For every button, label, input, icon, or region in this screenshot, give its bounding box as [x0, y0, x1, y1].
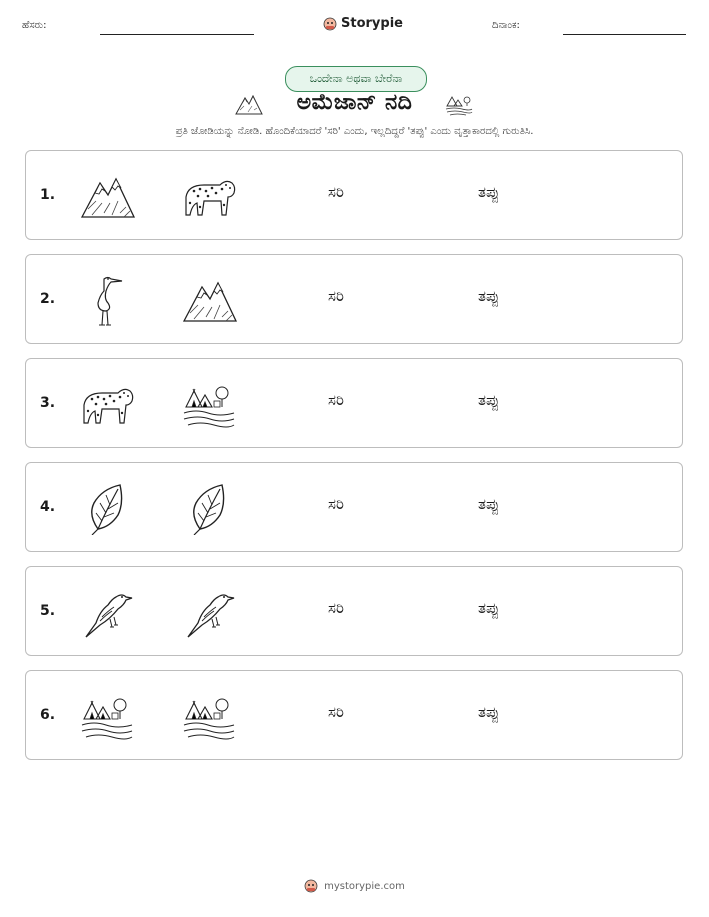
option-false[interactable]: ತಪ್ಪು — [478, 703, 500, 721]
bird-icon — [78, 585, 136, 639]
bird-icon — [180, 585, 238, 639]
date-label: ದಿನಾಂಕ: — [492, 20, 520, 31]
brand-logo — [323, 16, 403, 31]
question-row — [25, 150, 683, 240]
option-true[interactable]: ಸರಿ — [328, 391, 344, 409]
question-number: 6. — [40, 707, 56, 723]
question-number: 3. — [40, 395, 56, 411]
leaf-icon — [78, 481, 136, 535]
option-false[interactable]: ತಪ್ಪು — [478, 183, 500, 201]
jaguar-icon — [180, 169, 238, 223]
name-label: ಹೆಸರು: — [22, 20, 47, 31]
question-number: 1. — [40, 187, 56, 203]
header — [0, 16, 709, 40]
title-row — [0, 90, 709, 122]
question-row — [25, 254, 683, 344]
option-true[interactable]: ಸರಿ — [328, 287, 344, 305]
question-row — [25, 358, 683, 448]
page-title: ಅಮೆಜಾನ್ ನದಿ — [296, 90, 413, 115]
option-false[interactable]: ತಪ್ಪು — [478, 599, 500, 617]
question-number: 4. — [40, 499, 56, 515]
storypie-logo-icon — [323, 17, 337, 31]
jaguar-icon — [78, 377, 136, 431]
option-true[interactable]: ಸರಿ — [328, 183, 344, 201]
footer — [0, 879, 709, 893]
option-true[interactable]: ಸರಿ — [328, 599, 344, 617]
option-false[interactable]: ತಪ್ಪು — [478, 495, 500, 513]
village-icon — [78, 689, 136, 743]
footer-site[interactable]: mystorypie.com — [324, 880, 405, 892]
name-field[interactable] — [100, 34, 254, 35]
date-field[interactable] — [563, 34, 686, 35]
option-false[interactable]: ತಪ್ಪು — [478, 391, 500, 409]
mountain-icon — [78, 169, 136, 223]
village-icon — [180, 689, 238, 743]
option-true[interactable]: ಸರಿ — [328, 495, 344, 513]
question-number: 2. — [40, 291, 56, 307]
question-number: 5. — [40, 603, 56, 619]
village-icon — [444, 92, 474, 116]
mountain-icon — [180, 273, 238, 327]
question-row — [25, 566, 683, 656]
heron-icon — [78, 273, 136, 327]
village-icon — [180, 377, 238, 431]
question-row — [25, 670, 683, 760]
storypie-logo-icon — [304, 879, 318, 893]
option-false[interactable]: ತಪ್ಪು — [478, 287, 500, 305]
question-row — [25, 462, 683, 552]
option-true[interactable]: ಸರಿ — [328, 703, 344, 721]
brand-name: Storypie — [341, 16, 403, 31]
worksheet-type-badge: ಒಂದೇನಾ ಅಥವಾ ಬೇರೆನಾ — [285, 66, 427, 92]
leaf-icon — [180, 481, 238, 535]
instructions: ಪ್ರತಿ ಜೋಡಿಯನ್ನು ನೋಡಿ. ಹೊಂದಿಕೆಯಾದರೆ 'ಸರಿ' ಎಂದು, ಇಲ್ಲದಿದ್ದರೆ 'ತಪ್ಪು' ಎಂದು ವೃತ್ತಾಕಾರದಲ್ಲಿ ಗುರುತಿಸಿ. — [175, 126, 534, 137]
